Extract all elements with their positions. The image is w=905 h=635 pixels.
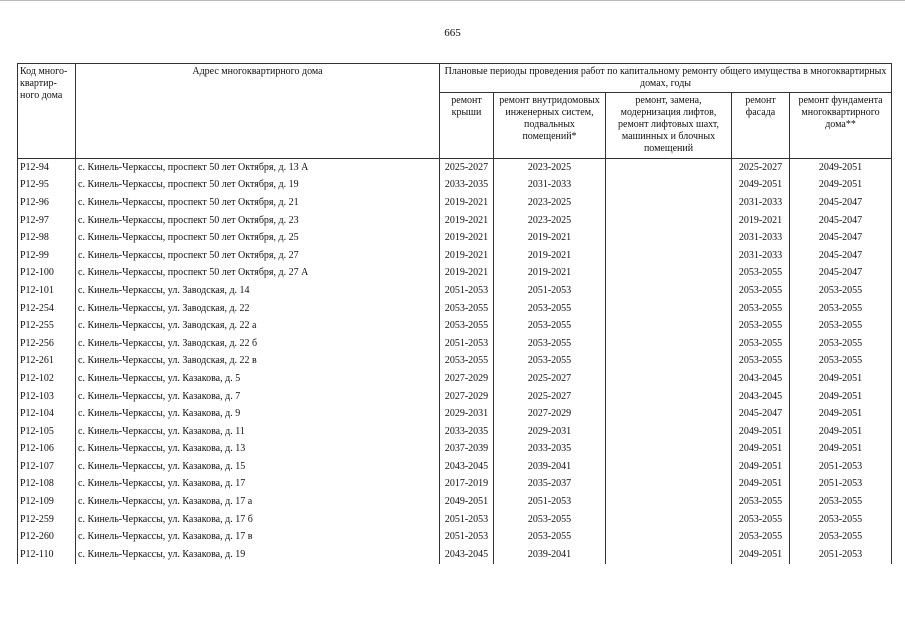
cell-address: с. Кинель-Черкассы, ул. Казакова, д. 7 <box>76 388 440 406</box>
cell-facade: 2053-2055 <box>732 282 790 300</box>
cell-foundation: 2045-2047 <box>790 212 892 230</box>
cell-facade: 2053-2055 <box>732 511 790 529</box>
table-row <box>18 247 892 265</box>
cell-lifts <box>606 546 732 564</box>
cell-roof: 2027-2029 <box>440 370 494 388</box>
cell-code: Р12-254 <box>18 300 76 318</box>
cell-lifts <box>606 493 732 511</box>
cell-code: Р12-261 <box>18 353 76 371</box>
cell-systems: 2023-2025 <box>494 194 606 212</box>
cell-address: с. Кинель-Черкассы, проспект 50 лет Октября, д. 25 <box>76 229 440 247</box>
header-roof: ремонт крыши <box>440 93 494 159</box>
table-row <box>18 546 892 564</box>
cell-systems: 2039-2041 <box>494 458 606 476</box>
cell-lifts <box>606 528 732 546</box>
cell-systems: 2053-2055 <box>494 353 606 371</box>
header-lifts: ремонт, замена, модернизация лифтов, ремонт лифтовых шахт, машинных и блочных помещений <box>606 93 732 159</box>
table-row <box>18 159 892 177</box>
table-row <box>18 370 892 388</box>
cell-systems: 2023-2025 <box>494 159 606 177</box>
cell-lifts <box>606 265 732 283</box>
cell-facade: 2053-2055 <box>732 528 790 546</box>
cell-facade: 2049-2051 <box>732 546 790 564</box>
cell-address: с. Кинель-Черкассы, проспект 50 лет Октября, д. 21 <box>76 194 440 212</box>
table-row <box>18 194 892 212</box>
table-row <box>18 423 892 441</box>
cell-address: с. Кинель-Черкассы, ул. Казакова, д. 17 <box>76 476 440 494</box>
cell-roof: 2049-2051 <box>440 493 494 511</box>
cell-lifts <box>606 370 732 388</box>
cell-facade: 2053-2055 <box>732 265 790 283</box>
cell-foundation: 2045-2047 <box>790 229 892 247</box>
cell-foundation: 2053-2055 <box>790 493 892 511</box>
cell-lifts <box>606 159 732 177</box>
cell-foundation: 2051-2053 <box>790 546 892 564</box>
cell-code: Р12-260 <box>18 528 76 546</box>
cell-roof: 2033-2035 <box>440 423 494 441</box>
cell-roof: 2053-2055 <box>440 317 494 335</box>
cell-lifts <box>606 388 732 406</box>
cell-systems: 2053-2055 <box>494 335 606 353</box>
cell-address: с. Кинель-Черкассы, проспект 50 лет Октября, д. 27 А <box>76 265 440 283</box>
cell-systems: 2051-2053 <box>494 493 606 511</box>
cell-address: с. Кинель-Черкассы, ул. Казакова, д. 5 <box>76 370 440 388</box>
header-code: Код много-квартир-ного дома <box>18 64 76 159</box>
cell-roof: 2019-2021 <box>440 194 494 212</box>
cell-lifts <box>606 353 732 371</box>
cell-address: с. Кинель-Черкассы, проспект 50 лет Октября, д. 23 <box>76 212 440 230</box>
cell-facade: 2043-2045 <box>732 388 790 406</box>
cell-systems: 2031-2033 <box>494 177 606 195</box>
cell-facade: 2043-2045 <box>732 370 790 388</box>
cell-roof: 2017-2019 <box>440 476 494 494</box>
cell-lifts <box>606 194 732 212</box>
cell-foundation: 2049-2051 <box>790 177 892 195</box>
cell-facade: 2031-2033 <box>732 247 790 265</box>
cell-address: с. Кинель-Черкассы, ул. Казакова, д. 13 <box>76 441 440 459</box>
cell-systems: 2023-2025 <box>494 212 606 230</box>
header-address: Адрес многоквартирного дома <box>76 64 440 159</box>
cell-roof: 2053-2055 <box>440 300 494 318</box>
table-row <box>18 212 892 230</box>
cell-foundation: 2053-2055 <box>790 335 892 353</box>
cell-roof: 2019-2021 <box>440 265 494 283</box>
cell-systems: 2053-2055 <box>494 300 606 318</box>
cell-foundation: 2053-2055 <box>790 353 892 371</box>
cell-roof: 2051-2053 <box>440 335 494 353</box>
cell-address: с. Кинель-Черкассы, ул. Казакова, д. 15 <box>76 458 440 476</box>
cell-code: Р12-109 <box>18 493 76 511</box>
cell-roof: 2029-2031 <box>440 405 494 423</box>
cell-roof: 2051-2053 <box>440 282 494 300</box>
cell-lifts <box>606 300 732 318</box>
cell-foundation: 2045-2047 <box>790 194 892 212</box>
cell-foundation: 2049-2051 <box>790 423 892 441</box>
cell-foundation: 2053-2055 <box>790 317 892 335</box>
cell-facade: 2019-2021 <box>732 212 790 230</box>
table-row <box>18 441 892 459</box>
table-row <box>18 282 892 300</box>
cell-lifts <box>606 282 732 300</box>
cell-code: Р12-99 <box>18 247 76 265</box>
cell-address: с. Кинель-Черкассы, ул. Заводская, д. 22 <box>76 300 440 318</box>
cell-facade: 2049-2051 <box>732 423 790 441</box>
cell-foundation: 2049-2051 <box>790 441 892 459</box>
cell-facade: 2053-2055 <box>732 335 790 353</box>
cell-facade: 2053-2055 <box>732 353 790 371</box>
table-row <box>18 476 892 494</box>
table-row <box>18 511 892 529</box>
cell-lifts <box>606 335 732 353</box>
table-row <box>18 388 892 406</box>
cell-facade: 2053-2055 <box>732 493 790 511</box>
cell-foundation: 2053-2055 <box>790 528 892 546</box>
table-row <box>18 353 892 371</box>
cell-address: с. Кинель-Черкассы, проспект 50 лет Октября, д. 27 <box>76 247 440 265</box>
cell-systems: 2051-2053 <box>494 282 606 300</box>
cell-roof: 2019-2021 <box>440 229 494 247</box>
cell-address: с. Кинель-Черкассы, ул. Заводская, д. 22 б <box>76 335 440 353</box>
cell-systems: 2029-2031 <box>494 423 606 441</box>
cell-facade: 2053-2055 <box>732 317 790 335</box>
header-periods: Плановые периоды проведения работ по капитальному ремонту общего имущества в многоквартирных домах, годы <box>440 64 892 93</box>
cell-facade: 2031-2033 <box>732 229 790 247</box>
cell-code: Р12-97 <box>18 212 76 230</box>
cell-code: Р12-105 <box>18 423 76 441</box>
cell-foundation: 2051-2053 <box>790 476 892 494</box>
cell-facade: 2049-2051 <box>732 476 790 494</box>
table-row <box>18 458 892 476</box>
cell-facade: 2031-2033 <box>732 194 790 212</box>
cell-address: с. Кинель-Черкассы, проспект 50 лет Октября, д. 13 А <box>76 159 440 177</box>
cell-address: с. Кинель-Черкассы, ул. Казакова, д. 17 в <box>76 528 440 546</box>
cell-roof: 2033-2035 <box>440 177 494 195</box>
scan-edge <box>0 0 905 1</box>
cell-code: Р12-96 <box>18 194 76 212</box>
cell-facade: 2049-2051 <box>732 177 790 195</box>
header-foundation: ремонт фундамента многоквартирного дома** <box>790 93 892 159</box>
cell-lifts <box>606 229 732 247</box>
cell-systems: 2039-2041 <box>494 546 606 564</box>
cell-code: Р12-110 <box>18 546 76 564</box>
table-row <box>18 229 892 247</box>
cell-address: с. Кинель-Черкассы, ул. Казакова, д. 19 <box>76 546 440 564</box>
cell-foundation: 2049-2051 <box>790 370 892 388</box>
cell-systems: 2027-2029 <box>494 405 606 423</box>
cell-systems: 2053-2055 <box>494 511 606 529</box>
table-body <box>18 159 892 564</box>
cell-lifts <box>606 405 732 423</box>
cell-code: Р12-100 <box>18 265 76 283</box>
cell-lifts <box>606 247 732 265</box>
cell-code: Р12-102 <box>18 370 76 388</box>
cell-facade: 2025-2027 <box>732 159 790 177</box>
cell-lifts <box>606 511 732 529</box>
cell-code: Р12-106 <box>18 441 76 459</box>
cell-roof: 2037-2039 <box>440 441 494 459</box>
cell-foundation: 2051-2053 <box>790 458 892 476</box>
cell-code: Р12-94 <box>18 159 76 177</box>
cell-code: Р12-108 <box>18 476 76 494</box>
header-systems: ремонт внутридомовых инженерных систем, подвальных помещений* <box>494 93 606 159</box>
cell-roof: 2051-2053 <box>440 511 494 529</box>
cell-foundation: 2045-2047 <box>790 265 892 283</box>
cell-systems: 2019-2021 <box>494 247 606 265</box>
table-row <box>18 317 892 335</box>
table-row <box>18 265 892 283</box>
cell-facade: 2053-2055 <box>732 300 790 318</box>
cell-systems: 2053-2055 <box>494 528 606 546</box>
table-row <box>18 335 892 353</box>
table-row <box>18 528 892 546</box>
cell-facade: 2049-2051 <box>732 458 790 476</box>
cell-systems: 2019-2021 <box>494 265 606 283</box>
cell-roof: 2043-2045 <box>440 546 494 564</box>
cell-code: Р12-98 <box>18 229 76 247</box>
cell-address: с. Кинель-Черкассы, ул. Заводская, д. 22 в <box>76 353 440 371</box>
cell-foundation: 2053-2055 <box>790 511 892 529</box>
cell-address: с. Кинель-Черкассы, ул. Казакова, д. 17 а <box>76 493 440 511</box>
cell-systems: 2025-2027 <box>494 370 606 388</box>
cell-facade: 2045-2047 <box>732 405 790 423</box>
cell-address: с. Кинель-Черкассы, проспект 50 лет Октября, д. 19 <box>76 177 440 195</box>
cell-lifts <box>606 212 732 230</box>
cell-roof: 2019-2021 <box>440 212 494 230</box>
cell-facade: 2049-2051 <box>732 441 790 459</box>
cell-code: Р12-103 <box>18 388 76 406</box>
cell-foundation: 2045-2047 <box>790 247 892 265</box>
cell-code: Р12-255 <box>18 317 76 335</box>
cell-roof: 2027-2029 <box>440 388 494 406</box>
cell-code: Р12-259 <box>18 511 76 529</box>
cell-lifts <box>606 177 732 195</box>
cell-code: Р12-107 <box>18 458 76 476</box>
cell-address: с. Кинель-Черкассы, ул. Казакова, д. 17 б <box>76 511 440 529</box>
table-row <box>18 300 892 318</box>
table-header <box>18 64 892 159</box>
header-facade: ремонт фасада <box>732 93 790 159</box>
cell-roof: 2051-2053 <box>440 528 494 546</box>
table-row <box>18 405 892 423</box>
cell-address: с. Кинель-Черкассы, ул. Казакова, д. 9 <box>76 405 440 423</box>
cell-foundation: 2049-2051 <box>790 388 892 406</box>
cell-systems: 2019-2021 <box>494 229 606 247</box>
cell-code: Р12-104 <box>18 405 76 423</box>
table-row <box>18 493 892 511</box>
cell-lifts <box>606 458 732 476</box>
cell-code: Р12-95 <box>18 177 76 195</box>
cell-roof: 2019-2021 <box>440 247 494 265</box>
cell-roof: 2025-2027 <box>440 159 494 177</box>
cell-lifts <box>606 441 732 459</box>
page-number: 665 <box>444 27 461 39</box>
cell-code: Р12-101 <box>18 282 76 300</box>
repair-schedule-table <box>17 63 892 564</box>
cell-systems: 2025-2027 <box>494 388 606 406</box>
cell-foundation: 2053-2055 <box>790 282 892 300</box>
cell-foundation: 2053-2055 <box>790 300 892 318</box>
cell-address: с. Кинель-Черкассы, ул. Заводская, д. 22 а <box>76 317 440 335</box>
cell-code: Р12-256 <box>18 335 76 353</box>
cell-lifts <box>606 423 732 441</box>
cell-systems: 2035-2037 <box>494 476 606 494</box>
cell-lifts <box>606 317 732 335</box>
cell-systems: 2053-2055 <box>494 317 606 335</box>
cell-roof: 2053-2055 <box>440 353 494 371</box>
cell-roof: 2043-2045 <box>440 458 494 476</box>
cell-address: с. Кинель-Черкассы, ул. Казакова, д. 11 <box>76 423 440 441</box>
cell-lifts <box>606 476 732 494</box>
table-row <box>18 177 892 195</box>
cell-foundation: 2049-2051 <box>790 405 892 423</box>
cell-systems: 2033-2035 <box>494 441 606 459</box>
cell-foundation: 2049-2051 <box>790 159 892 177</box>
cell-address: с. Кинель-Черкассы, ул. Заводская, д. 14 <box>76 282 440 300</box>
